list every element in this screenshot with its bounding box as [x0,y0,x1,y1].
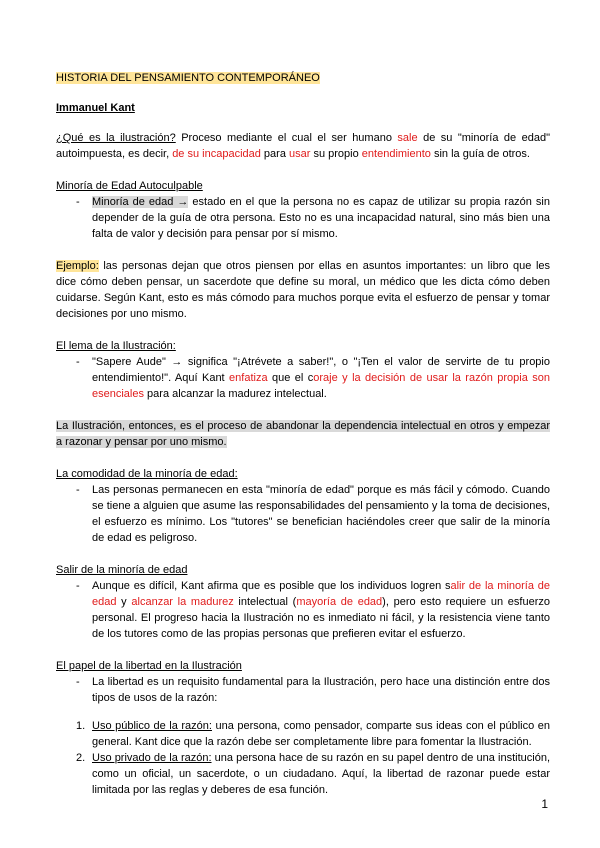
salir-heading: Salir de la minoría de edad [56,564,188,576]
comodidad-heading: La comodidad de la minoría de edad: [56,468,238,480]
list-number: 1. [76,720,86,732]
bullet-dash: - [76,580,80,592]
list-item: 1. Uso público de la razón: una persona, como pensador, comparte sus ideas con el público en general. Kant dice que la razón debe ser completamente libre para fomentar la Ilustración. [56,718,550,750]
list-item-label: Uso privado de la razón: [92,752,212,764]
minoria-bullet: - Minoría de edad → estado en el que la persona no es capaz de utilizar su propia razón sin depender de la guía de otra persona. Esto no es una incapacidad natural, sino más bien una falta de valor y decisión para pensar por sí mismo. [56,194,550,242]
minoria-heading: Minoría de Edad Autoculpable [56,180,203,192]
minoria-term: Minoría de edad → [92,196,189,208]
intro-question: ¿Qué es la ilustración? [56,132,176,144]
salir-bullet: - Aunque es difícil, Kant afirma que es posible que los individuos logren salir de la minoría de edad y alcanzar la madurez intelectual (mayoría de edad), pero esto requiere un esfuerzo personal. El progreso hacia la Ilustración no es inmediato ni fácil, y la resistencia viene tanto de los tutores como de las propias personas que prefieren evitar el esfuerzo. [56,578,550,642]
page-number: 1 [541,797,548,811]
bullet-dash: - [76,196,80,208]
libertad-bullet: - La libertad es un requisito fundamental para la Ilustración, pero hace una distinción entre dos tipos de usos de la razón: [56,674,550,706]
bullet-dash: - [76,676,80,688]
list-number: 2. [76,752,86,764]
summary-paragraph: La Ilustración, entonces, es el proceso de abandonar la dependencia intelectual en otros y empezar a razonar y pensar por uno mismo. [56,420,550,448]
ejemplo-label: Ejemplo: [56,260,99,272]
comodidad-bullet: - Las personas permanecen en esta "minoría de edad" porque es más fácil y cómodo. Cuando se tiene a alguien que asume las responsabilidades del pensamiento y la toma de decisiones, el esfuerzo es mínimo. Los "tutores" se benefician haciéndoles creer que salir de la minoría de edad es peligroso. [56,482,550,546]
list-item: 2. Uso privado de la razón: una persona hace de su razón en su papel dentro de una institución, como un oficial, un sacerdote, o un ciudadano. Aquí, la libertad de razonar puede estar limitada por las reglas y deberes de esa función. [56,750,550,798]
libertad-heading: El papel de la libertad en la Ilustración [56,660,242,672]
lema-bullet: - "Sapere Aude" → significa "¡Atrévete a saber!", o "¡Ten el valor de servirte de tu propio entendimiento!". Aquí Kant enfatiza que el coraje y la decisión de usar la razón propia son esenciales para alcanzar la madurez intelectual. [56,354,550,402]
intro-paragraph: ¿Qué es la ilustración? Proceso mediante el cual el ser humano sale de su "minoría de edad" autoimpuesta, es decir, de su incapacidad para usar su propio entendimiento sin la guía de otros. [56,132,550,160]
author-heading: Immanuel Kant [56,102,135,114]
document-title: HISTORIA DEL PENSAMIENTO CONTEMPORÁNEO [56,72,320,84]
document-body [56,70,550,798]
ejemplo-paragraph: Ejemplo: las personas dejan que otros piensen por ellas en asuntos importantes: un libro que les dice cómo deben pensar, un sacerdote que define su moral, un médico que les dicta cómo deben cuidarse. Según Kant, esto es más cómodo para muchos porque evita el esfuerzo de pensar y tomar decisiones por uno mismo. [56,260,550,320]
bullet-dash: - [76,356,80,368]
bullet-dash: - [76,484,80,496]
list-item-label: Uso público de la razón: [92,720,212,732]
lema-heading: El lema de la Ilustración: [56,340,176,352]
